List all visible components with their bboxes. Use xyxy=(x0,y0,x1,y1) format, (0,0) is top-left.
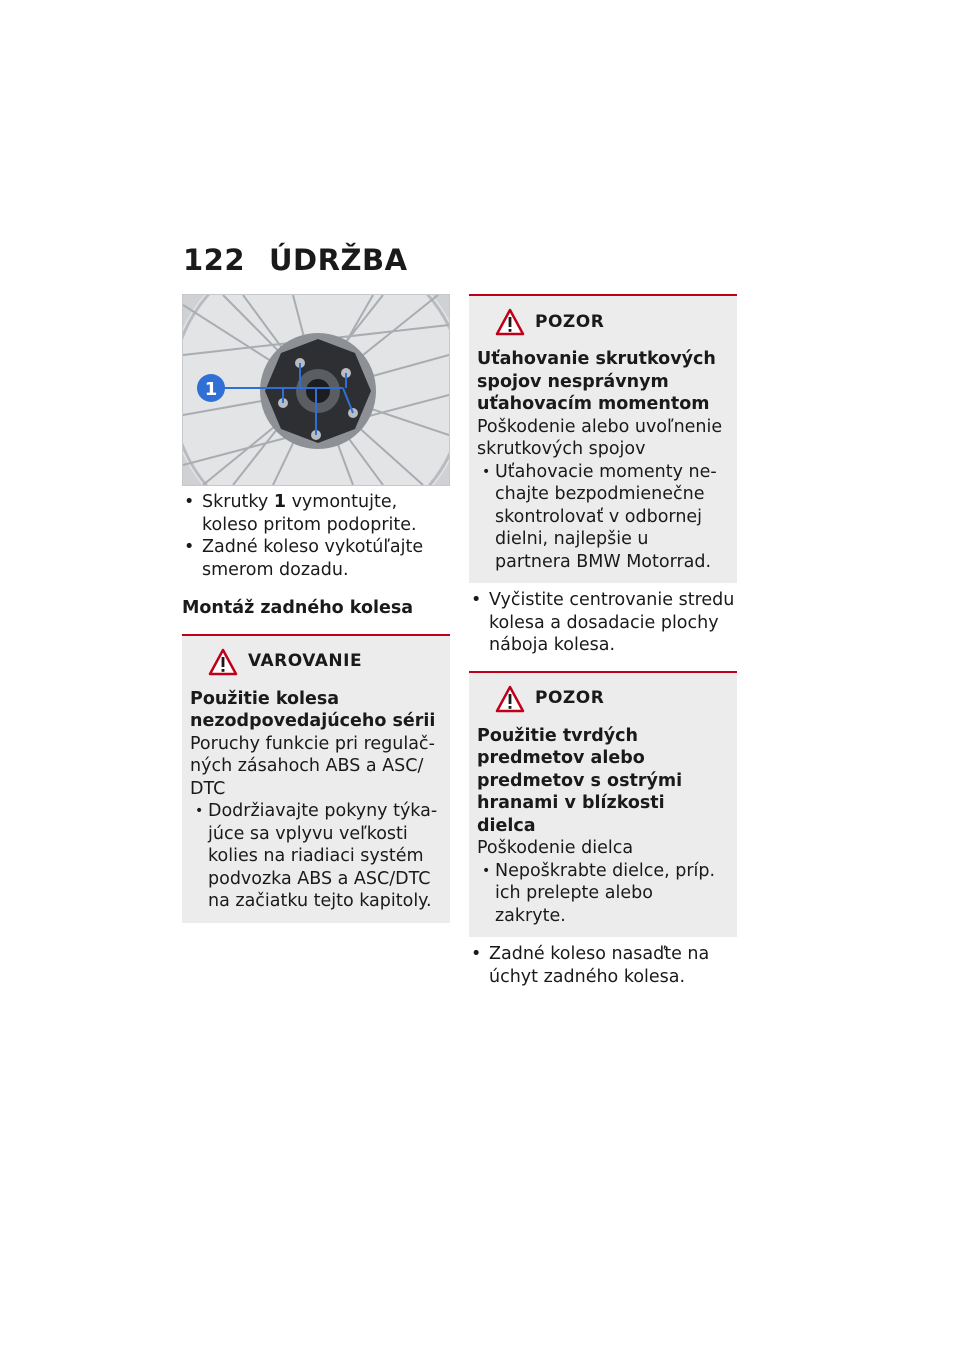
section-title: ÚDRŽBA xyxy=(269,243,408,277)
step-roll-out-wheel: • Zadné koleso vykotúľajte smerom dozadu. xyxy=(182,536,450,581)
warning-header xyxy=(190,648,442,676)
caution-cause: Uťahovanie skrutkových spojov nesprávnym uťahovacím momentom xyxy=(477,349,716,414)
warning-title: VAROVANIE xyxy=(248,651,363,672)
caution-effect: Poškodenie dielca xyxy=(477,838,634,858)
wheel-illustration xyxy=(182,294,450,486)
caution-action: • Nepoškrabte dielce, príp. ich prelepte alebo zakryte. xyxy=(477,860,729,928)
removal-steps xyxy=(182,491,450,581)
right-column xyxy=(469,294,737,988)
warning-action: • Dodržiavajte pokyny týkajúce sa vplyvu veľkosti kolies na riadiaci systém podvozka ABS a ASC/DTC na začiatku tejto kapitoly. xyxy=(190,800,442,913)
caution-header xyxy=(477,685,729,713)
step-mount-wheel xyxy=(469,943,737,988)
page-header xyxy=(183,243,408,277)
caution-action: • Uťahovacie momenty nechajte bezpodmienečne skontrolovať v odbornej dielni, najlepšie u partnera BMW Motorrad. xyxy=(477,461,729,574)
step-text: Skrutky xyxy=(202,492,274,512)
warning-triangle-icon xyxy=(495,685,525,713)
warning-triangle-icon xyxy=(208,648,238,676)
left-column xyxy=(182,294,450,923)
caution-cause: Použitie tvrdých predmetov alebo predmetov s ostrými hranami v blízkosti dielca xyxy=(477,725,683,836)
caution-effect: Poškodenie alebo uvoľnenie skrutkových spojov xyxy=(477,416,723,459)
caution-title: POZOR xyxy=(535,311,605,332)
step-text: • Zadné koleso nasaďte na úchyt zadného kolesa. xyxy=(469,943,737,988)
step-text: vymontujte, koleso pritom podoprite. xyxy=(202,492,417,535)
step-text: • Vyčistite centrovanie stredu kolesa a dosadacie plochy náboja kolesa. xyxy=(469,589,737,657)
warning-box xyxy=(182,634,450,923)
callout-number: 1 xyxy=(204,379,218,400)
warning-triangle-icon xyxy=(495,308,525,336)
caution-title: POZOR xyxy=(535,688,605,709)
caution-header xyxy=(477,308,729,336)
step-remove-screws xyxy=(182,491,450,536)
caution-box-torque xyxy=(469,294,737,583)
part-reference: 1 xyxy=(273,492,287,512)
caution-box-tools xyxy=(469,671,737,938)
warning-cause: Použitie kolesa nezodpovedajúceho sérii xyxy=(190,688,436,731)
section-heading: Montáž zadného kolesa xyxy=(182,598,414,618)
rear-wheel-hub-image xyxy=(183,295,449,485)
page-number: 122 xyxy=(183,243,246,277)
warning-effect: Poruchy funkcie pri regulačných zásahoch ABS a ASC/ DTC xyxy=(190,733,435,799)
step-clean-hub xyxy=(469,589,737,657)
